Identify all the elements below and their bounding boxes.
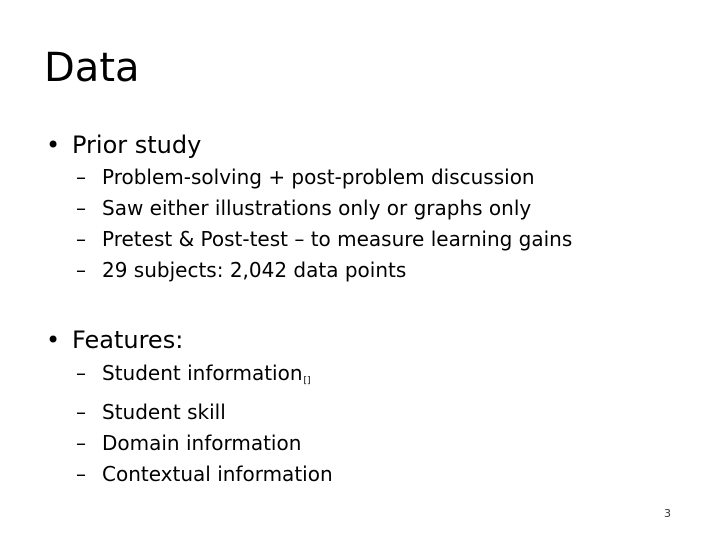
list-item xyxy=(76,193,572,224)
list-item xyxy=(76,459,333,490)
prior-study-list xyxy=(76,162,572,286)
bullet-icon: • xyxy=(46,131,61,159)
list-item xyxy=(76,255,572,286)
dash-icon: – xyxy=(76,462,86,486)
list-item xyxy=(76,428,333,459)
bullet-features xyxy=(46,325,183,355)
list-item-text: Problem-solving + post-problem discussion xyxy=(102,165,535,189)
bullet-icon: • xyxy=(46,326,61,354)
dash-icon: – xyxy=(76,227,86,251)
list-item-text: Saw either illustrations only or graphs only xyxy=(102,196,532,220)
dash-icon: – xyxy=(76,258,86,282)
list-item-text: 29 subjects: 2,042 data points xyxy=(102,258,407,282)
list-item-text: Contextual information xyxy=(102,462,333,486)
features-list xyxy=(76,358,333,490)
placeholder-marker: [] xyxy=(303,376,311,386)
dash-icon: – xyxy=(76,165,86,189)
dash-icon: – xyxy=(76,400,86,424)
list-item xyxy=(76,397,333,428)
list-item-text: Domain information xyxy=(102,431,302,455)
list-item xyxy=(76,224,572,255)
dash-icon: – xyxy=(76,361,86,385)
list-item xyxy=(76,162,572,193)
dash-icon: – xyxy=(76,431,86,455)
page-number: 3 xyxy=(664,507,671,520)
dash-icon: – xyxy=(76,196,86,220)
list-item-text: Pretest & Post-test – to measure learning gains xyxy=(102,227,573,251)
list-item-text: Student skill xyxy=(102,400,226,424)
bullet-heading: Prior study xyxy=(72,131,202,159)
bullet-heading: Features: xyxy=(72,326,184,354)
slide-title: Data xyxy=(44,45,140,91)
bullet-prior-study xyxy=(46,130,201,160)
list-item xyxy=(76,358,333,397)
list-item-text: Student information xyxy=(102,361,303,385)
